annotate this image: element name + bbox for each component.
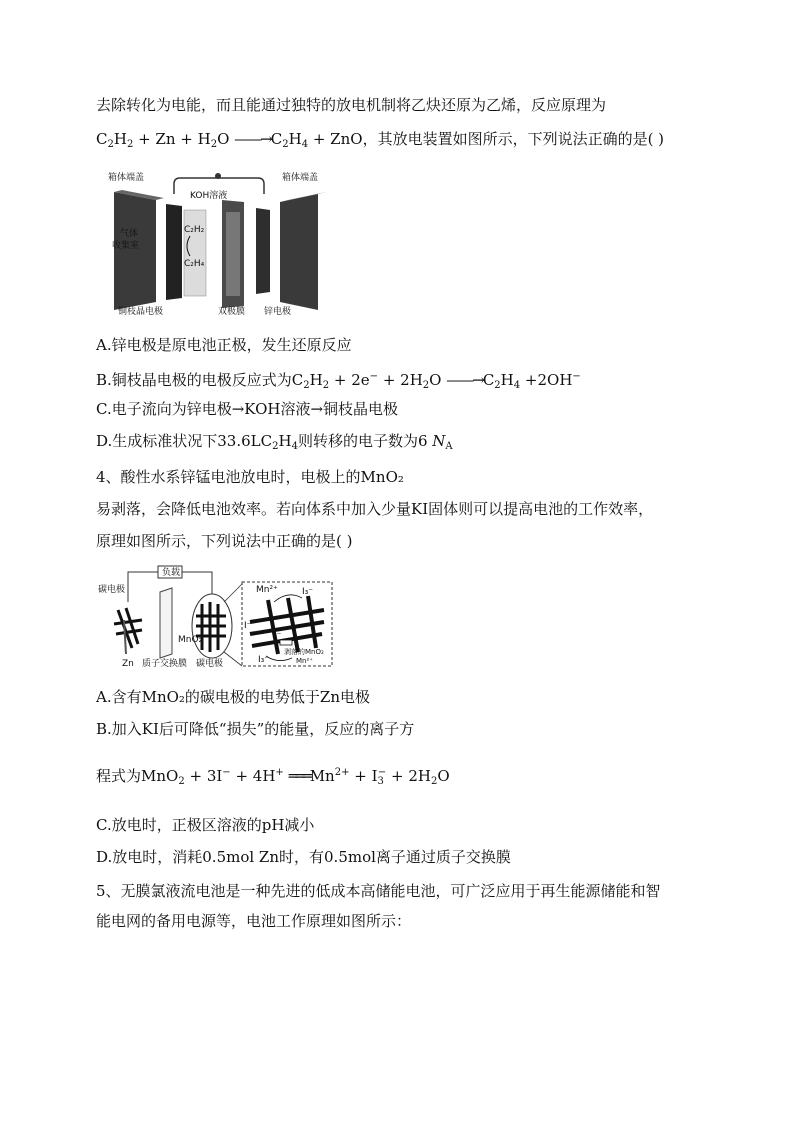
label-bipolar: 双极膜 <box>218 307 246 317</box>
label-i3-top: I₃⁻ <box>302 587 314 597</box>
q3-option-d-na-sub: A <box>445 441 453 452</box>
label-i-mid: I⁻ <box>274 631 282 641</box>
q3-equation: $C_2H_2 + Zn + H_2O$ $——\to C_2H_4$ + ZnO <box>96 130 363 150</box>
label-mno2: MnO₂ <box>178 635 203 645</box>
q4-line1: 4、酸性水系锌锰电池放电时，电极上的MnO₂ <box>96 468 404 486</box>
q4-option-b-line1: B.加入KI后可降低“损失”的能量，反应的离子方 <box>96 720 415 738</box>
q3-option-d-text: D.生成标准状况下33.6L <box>96 432 261 450</box>
q4-option-d: D.放电时，消耗0.5mol Zn时，有0.5mol离子通过质子交换膜 <box>96 848 511 866</box>
q3-option-b <box>96 366 581 397</box>
q4-option-b-equation: MnO$_2$ + 3I− + 4H+ $═══Mn^{2+} + I_3^- + 2H_2O$ <box>141 767 450 787</box>
label-gas1: 气体 <box>120 229 139 239</box>
q3-option-a: A.锌电极是原电池正极，发生还原反应 <box>96 336 352 354</box>
q3-option-c: C.电子流向为锌电极→KOH溶液→铜枝晶电极 <box>96 400 399 418</box>
q4-option-a: A.含有MnO₂的碳电极的电势低于Zn电极 <box>96 688 371 706</box>
q3-equation-line <box>96 128 664 156</box>
label-membrane: 质子交换膜 <box>142 659 188 669</box>
label-koh: KOH溶液 <box>190 191 228 201</box>
q4-line3: 原理如图所示，下列说法中正确的是( ) <box>96 532 353 550</box>
label-mn2-bottom: Mn²⁺ <box>296 657 313 665</box>
label-i3-bottom: I₃⁻ <box>258 655 270 665</box>
label-i-left: I⁻ <box>244 621 252 631</box>
label-carbon-right: 碳电极 <box>196 659 224 669</box>
q4-option-b-line2 <box>96 762 450 793</box>
label-carbon-left: 碳电极 <box>98 585 126 595</box>
q5-line2: 能电网的备用电源等，电池工作原理如图所示： <box>96 912 412 930</box>
q3-option-b-text: B.铜枝晶电极的电极反应式为 <box>96 371 292 389</box>
label-zn: Zn <box>122 659 134 669</box>
q4-zn-mn-battery-figure <box>98 562 338 670</box>
q3-discharge-device-figure <box>104 166 344 318</box>
q3-question-text: ，其放电装置如图所示，下列说法正确的是( ) <box>362 130 665 148</box>
label-load: 负载 <box>162 568 181 578</box>
q4-option-b-text: 程式为 <box>96 767 142 785</box>
label-c2h4: C₂H₄ <box>184 259 205 269</box>
q4-line2: 易剥落，会降低电池效率。若向体系中加入少量KI固体则可以提高电池的工作效率， <box>96 500 654 518</box>
label-fallen-mno2: 剥落的MnO₂ <box>284 648 324 656</box>
label-mn2-top: Mn²⁺ <box>256 585 278 595</box>
label-cu-electrode: 铜枝晶电极 <box>118 307 164 317</box>
label-zn-electrode: 锌电极 <box>264 307 292 317</box>
label-box-left: 箱体端盖 <box>108 173 145 183</box>
q4-option-c: C.放电时，正极区溶液的pH减小 <box>96 816 315 834</box>
label-c2h2: C₂H₂ <box>184 225 205 235</box>
q3-intro-line: 去除转化为电能，而且能通过独特的放电机制将乙炔还原为乙烯，反应原理为 <box>96 96 607 114</box>
q3-option-b-equation: $C_2H_2 + 2e^- + 2H_2O$ $——\to C_2H_4 +2OH^-$ <box>291 371 581 391</box>
q3-option-d: D.生成标准状况下$33.6LC_2H_4$则转移的电子数为6 $N_A$ <box>96 432 453 452</box>
q5-line1: 5、无膜氯液流电池是一种先进的低成本高储能电池，可广泛应用于再生能源储能和智 <box>96 882 661 900</box>
q3-option-d-na: N <box>432 432 446 450</box>
label-box-right: 箱体端盖 <box>282 173 319 183</box>
q3-option-d-mid: 则转移的电子数为6 <box>297 432 428 450</box>
label-gas2: 收集室 <box>112 241 140 251</box>
